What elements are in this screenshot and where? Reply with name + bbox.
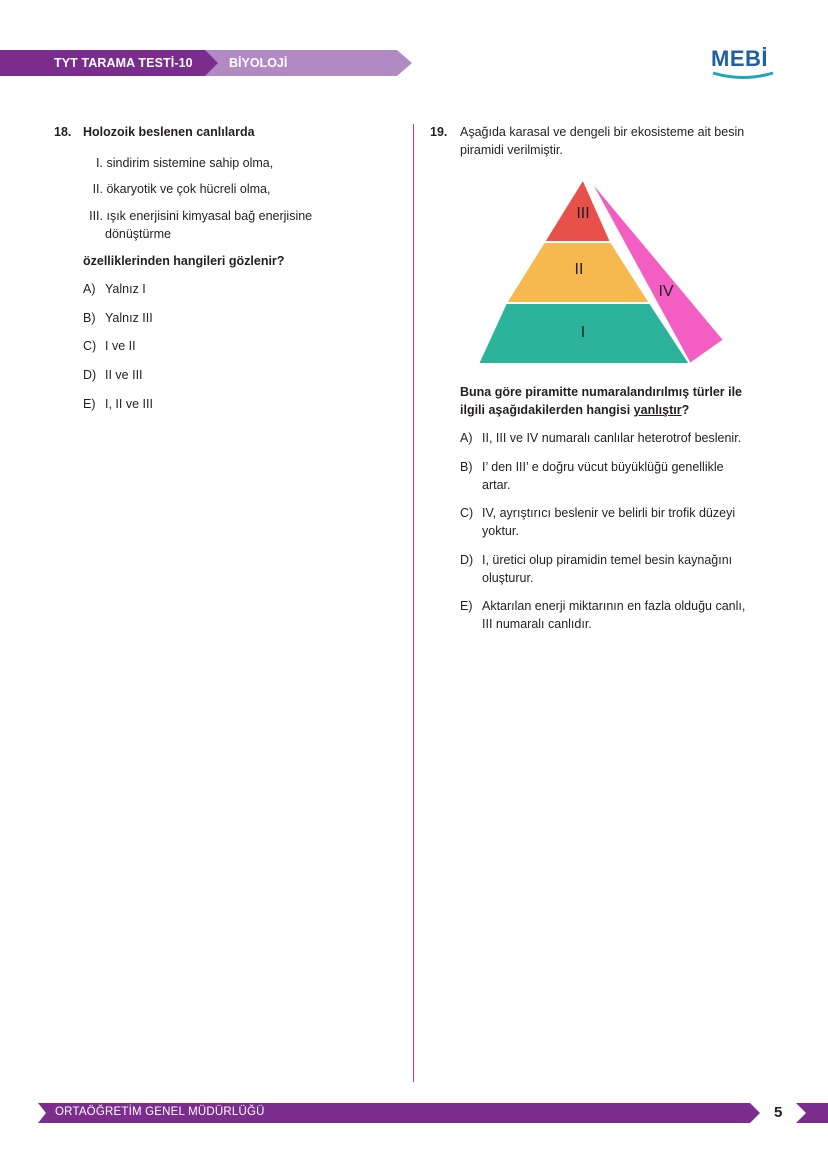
question-18-item-1: I. sindirim sistemine sahip olma, [96, 156, 274, 170]
question-18-number: 18. [54, 125, 72, 139]
pyramid-label-iii: III [576, 205, 590, 222]
question-19-emphasis: yanlıştır [633, 403, 682, 417]
question-19-option-e-line-2: III numaralı canlıdır. [482, 617, 592, 631]
question-19-option-e[interactable]: E) Aktarılan enerji miktarının en fazla olduğu canlı, [460, 599, 746, 613]
header-band [0, 50, 412, 76]
question-18-stem: Holozoik beslenen canlılarda [83, 125, 255, 139]
pyramid-label-iv: IV [658, 283, 674, 300]
question-18-option-b[interactable]: B) Yalnız III [83, 311, 153, 325]
question-19-option-c-line-2: yoktur. [482, 524, 519, 538]
subject-title: BİYOLOJİ [229, 56, 288, 70]
question-18-option-d[interactable]: D) II ve III [83, 368, 143, 382]
footer-org: ORTAÖĞRETİM GENEL MÜDÜRLÜĞÜ [55, 1106, 265, 1118]
question-19-stem-line-2: piramidi verilmiştir. [460, 143, 563, 157]
question-19-option-d[interactable]: D) I, üretici olup piramidin temel besin kaynağını [460, 553, 733, 567]
question-19-prompt-line-1: Buna göre piramitte numaralandırılmış türler ile [460, 385, 743, 399]
question-18-option-c[interactable]: C) I ve II [83, 339, 136, 353]
question-19-prompt-line-2: ilgili aşağıdakilerden hangisi yanlıştır? [460, 403, 690, 417]
logo-swoosh-icon [711, 44, 777, 84]
question-18-option-a[interactable]: A) Yalnız I [83, 282, 146, 296]
question-19-option-c[interactable]: C) IV, ayrıştırıcı beslenir ve belirli bir trofik düzeyi [460, 506, 736, 520]
logo-text: MEBİ [711, 46, 768, 71]
question-19-option-b[interactable]: B) I’ den III’ e doğru vücut büyüklüğü genellikle [460, 460, 724, 474]
pyramid-label-i: I [580, 324, 586, 341]
question-18-item-3-line-2: dönüştürme [105, 227, 172, 241]
footer-band [0, 1103, 828, 1123]
question-19-stem-line-1: Aşağıda karasal ve dengeli bir ekosisteme ait besin [460, 125, 745, 139]
column-divider [413, 124, 414, 1082]
mebi-logo [711, 44, 777, 84]
question-19-option-d-line-2: oluşturur. [482, 571, 534, 585]
question-19-option-b-line-2: artar. [482, 478, 511, 492]
pyramid-label-ii: II [574, 261, 584, 278]
question-18-item-3: III. ışık enerjisini kimyasal bağ enerjisine [89, 209, 313, 223]
question-19-option-a[interactable]: A) II, III ve IV numaralı canlılar heterotrof beslenir. [460, 431, 742, 445]
test-title: TYT TARAMA TESTİ-10 [54, 56, 193, 70]
question-19-number: 19. [430, 125, 448, 139]
question-18-prompt: özelliklerinden hangileri gözlenir? [83, 254, 285, 268]
question-18-item-2: II. ökaryotik ve çok hücreli olma, [92, 182, 271, 196]
question-18-option-e[interactable]: E) I, II ve III [83, 397, 153, 411]
page-number: 5 [774, 1104, 783, 1121]
food-pyramid-diagram [470, 172, 730, 372]
